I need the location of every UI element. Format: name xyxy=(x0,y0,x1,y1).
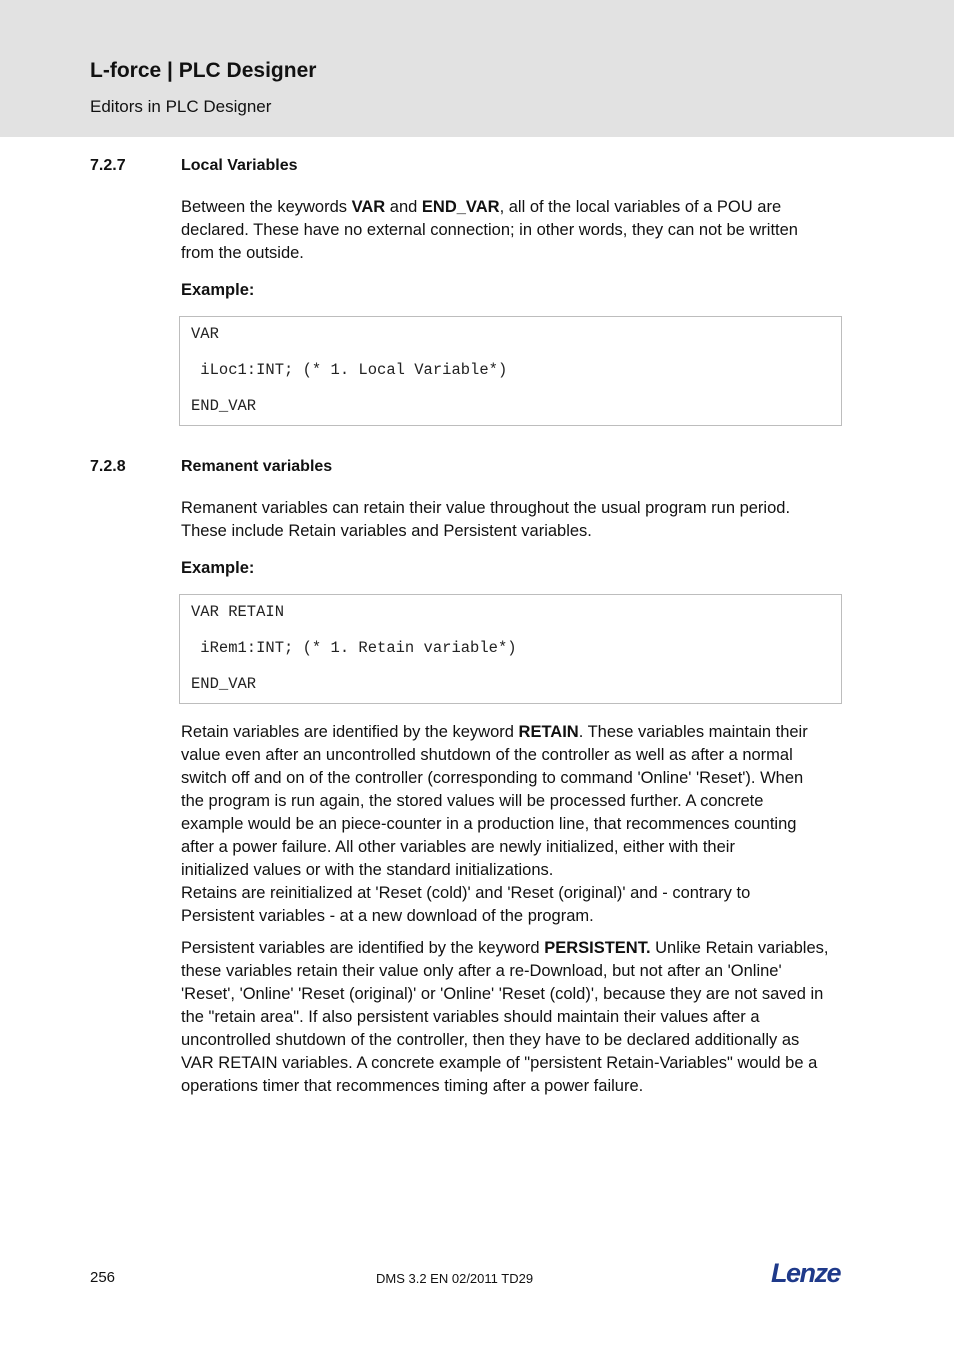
example-label: Example: xyxy=(181,281,255,299)
page-number: 256 xyxy=(90,1269,116,1286)
document-info: DMS 3.2 EN 02/2011 TD29 xyxy=(376,1271,534,1286)
remanent-variables-paragraph: Remanent variables can retain their value throughout the usual program run period. These include Retain variables and Persistent variables. xyxy=(181,499,791,540)
code-line: iRem1:INT; (* 1. Retain variable*) xyxy=(191,639,517,657)
code-line: iLoc1:INT; (* 1. Local Variable*) xyxy=(191,361,508,379)
section-title: Remanent variables xyxy=(181,458,333,475)
section-number: 7.2.8 xyxy=(90,458,126,475)
retain-paragraph: Retain variables are identified by the keyword RETAIN. These variables maintain their value even after an uncontrolled shutdown of the controller as well as after a normal switch off and on of the controller (corresponding to command 'Online' 'Reset'). When the program is run again, the stored values will be processed further. A concrete example would be an piece-counter in a production line, that recommences counting after a power failure. All other variables are newly initialized, either with their initialized values or with the standard initializations. Retains are reinitialized at 'Reset (cold)' and 'Reset (original)' and - contrary to Persistent variables - at a new download of the program. xyxy=(181,723,808,925)
code-line: END_VAR xyxy=(191,397,257,415)
example-label: Example: xyxy=(181,559,255,577)
section-number: 7.2.7 xyxy=(90,157,126,174)
lenze-logo xyxy=(770,1257,850,1289)
persistent-paragraph: Persistent variables are identified by the keyword PERSISTENT. Unlike Retain variables, these variables retain their value only after a re-Download, but not after an 'Online' 'Reset', 'Online' 'Reset (original)' or 'Online' 'Reset (cold)', because they are not saved in the "retain area". If also persistent variables should maintain their values after a uncontrolled shutdown of the controller, then they have to be declared additionally as VAR RETAIN variables. A concrete example of "persistent Retain-Variables" would be a operations timer that recommences timing after a power failure. xyxy=(181,939,829,1095)
code-line: VAR RETAIN xyxy=(191,603,285,621)
document-title: L-force | PLC Designer xyxy=(90,59,317,82)
document-subtitle: Editors in PLC Designer xyxy=(90,97,272,116)
code-line: END_VAR xyxy=(191,675,257,693)
code-line: VAR xyxy=(191,325,219,343)
local-variables-paragraph: Between the keywords VAR and END_VAR, all of the local variables of a POU are declared. These have no external connection; in other words, they can not be written from the outside. xyxy=(181,198,798,262)
code-example-box xyxy=(179,316,842,426)
code-example-box xyxy=(179,594,842,704)
logo-text: Lenze xyxy=(771,1258,841,1288)
section-title: Local Variables xyxy=(181,157,298,174)
